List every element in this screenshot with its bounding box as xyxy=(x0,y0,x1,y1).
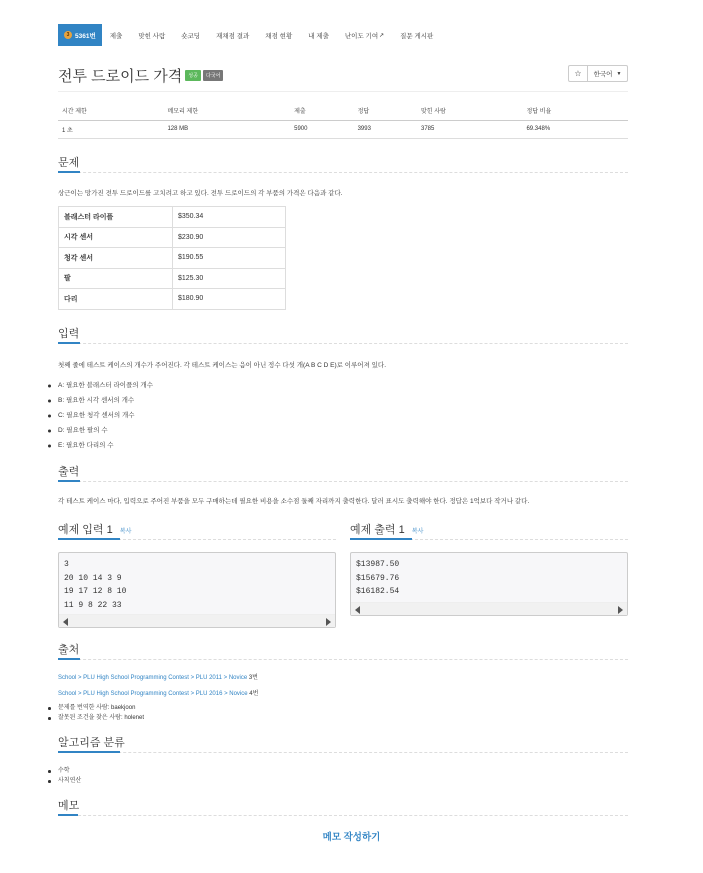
section-divider xyxy=(58,172,628,173)
source-line xyxy=(58,672,258,681)
part-price: $125.30 xyxy=(173,268,286,289)
section-underline xyxy=(58,751,120,753)
scroll-right-icon[interactable] xyxy=(326,618,331,626)
copy-input-button[interactable]: 복사 xyxy=(119,529,132,535)
external-link-icon: ↗ xyxy=(379,32,385,39)
section-title-output: 출력 xyxy=(58,466,80,478)
value-memory-limit: 128 MB xyxy=(163,120,290,138)
value-ratio: 69.348% xyxy=(522,120,628,138)
list-item: B: 필요한 시각 센서의 개수 xyxy=(58,393,153,408)
part-name: 블래스터 라이플 xyxy=(59,207,173,228)
section-underline xyxy=(58,814,78,816)
nav-item-short-coding[interactable]: 숏코딩 xyxy=(181,32,201,40)
nav-item-rejudge[interactable]: 재채점 결과 xyxy=(216,32,250,40)
title-divider xyxy=(58,91,628,92)
table-row xyxy=(59,268,286,289)
credit-user-link[interactable]: baekjoon xyxy=(111,705,136,711)
scroll-left-icon[interactable] xyxy=(63,618,68,626)
value-accepted: 3993 xyxy=(354,120,417,138)
horizontal-scrollbar[interactable] xyxy=(59,614,335,627)
table-row xyxy=(59,227,286,248)
source-link[interactable]: School > PLU High School Programming Contest > PLU 2011 > Novice xyxy=(58,675,248,681)
input-description: 첫째 줄에 테스트 케이스의 개수가 주어진다. 각 테스트 케이스는 음이 아닌 정수 다섯 개(A B C D E)로 이루어져 있다. xyxy=(58,362,387,369)
sample-output-title xyxy=(350,521,423,537)
list-item xyxy=(58,766,81,776)
sample-input-text: 3 20 10 14 3 9 19 17 12 8 10 11 9 8 22 33 xyxy=(64,560,127,610)
list-item: D: 필요한 팔의 수 xyxy=(58,423,153,438)
list-item: A: 필요한 블래스터 라이플의 개수 xyxy=(58,378,153,393)
part-name: 시각 센서 xyxy=(59,227,173,248)
algorithm-tag-link[interactable]: 사칙연산 xyxy=(58,778,82,784)
algorithm-tag-link[interactable]: 수학 xyxy=(58,768,70,774)
sample-number: 1 xyxy=(106,524,113,536)
section-title-algorithm: 알고리즘 분류 xyxy=(58,737,125,749)
list-item xyxy=(58,713,144,723)
parts-price-table xyxy=(58,206,286,310)
sample-input-label: 예제 입력 xyxy=(58,524,104,536)
nav-item-qna[interactable]: 질문 게시판 xyxy=(400,32,434,40)
table-row xyxy=(59,207,286,228)
problem-nav xyxy=(58,24,441,46)
list-item: C: 필요한 청각 센서의 개수 xyxy=(58,408,153,423)
medal-icon: 3 xyxy=(64,31,72,39)
section-divider xyxy=(58,481,628,482)
horizontal-scrollbar[interactable] xyxy=(351,602,627,615)
solved-badge: 성공 xyxy=(185,70,201,81)
sample-input-box[interactable] xyxy=(58,552,336,628)
section-underline xyxy=(58,171,80,173)
header-submissions: 제출 xyxy=(290,102,353,120)
section-underline xyxy=(58,658,80,660)
section-title-input: 입력 xyxy=(58,328,80,340)
list-item xyxy=(58,703,144,713)
list-item: E: 필요한 다리의 수 xyxy=(58,438,153,453)
nav-problem-number: 5361번 xyxy=(75,32,96,40)
title-row xyxy=(58,62,628,88)
credits-list xyxy=(58,703,144,723)
section-underline xyxy=(58,342,80,344)
sample-number: 1 xyxy=(398,524,405,536)
section-underline xyxy=(350,538,412,540)
scroll-left-icon[interactable] xyxy=(355,606,360,614)
output-description: 각 테스트 케이스 마다, 입력으로 주어진 부품을 모두 구매하는데 필요한 비용을 소수점 둘째 자리까지 출력한다. 달러 표시도 출력해야 한다. 정답은 1억보다 작거나 같다. xyxy=(58,498,530,505)
nav-item-status[interactable]: 채점 현황 xyxy=(265,32,293,40)
section-divider xyxy=(58,815,628,816)
nav-item-problem[interactable] xyxy=(58,24,102,46)
scroll-right-icon[interactable] xyxy=(618,606,623,614)
part-price: $350.34 xyxy=(173,207,286,228)
part-name: 팔 xyxy=(59,268,173,289)
section-title-problem: 문제 xyxy=(58,157,80,169)
star-icon[interactable]: ☆ xyxy=(568,65,588,82)
section-underline xyxy=(58,538,120,540)
value-time-limit: 1 초 xyxy=(58,120,163,138)
language-label: 한국어 xyxy=(593,71,613,78)
sample-output-box[interactable] xyxy=(350,552,628,616)
section-divider xyxy=(58,659,628,660)
sample-input-title xyxy=(58,521,131,537)
sample-output-text: $13987.50 $15679.76 $16182.54 xyxy=(356,560,400,596)
header-accepted: 정답 xyxy=(354,102,417,120)
header-memory-limit: 메모리 제한 xyxy=(163,102,290,120)
multilang-badge: 다국어 xyxy=(203,70,224,81)
nav-item-my-submissions[interactable]: 내 제출 xyxy=(308,32,329,40)
part-name: 청각 센서 xyxy=(59,248,173,269)
credit-user-link[interactable]: holenet xyxy=(124,715,144,721)
page-title: 전투 드로이드 가격 xyxy=(58,67,183,85)
header-time-limit: 시간 제한 xyxy=(58,102,163,120)
section-underline xyxy=(58,480,80,482)
nav-item-submit[interactable]: 제출 xyxy=(109,32,123,40)
list-item xyxy=(58,776,81,786)
section-title-source: 출처 xyxy=(58,644,80,656)
value-solvers: 3785 xyxy=(417,120,522,138)
problem-info-table xyxy=(58,102,628,139)
source-suffix: 3번 xyxy=(248,675,258,681)
table-row xyxy=(59,248,286,269)
algorithm-list xyxy=(58,766,81,786)
caret-down-icon: ▼ xyxy=(616,70,622,77)
source-link[interactable]: School > PLU High School Programming Contest > PLU 2016 > Novice xyxy=(58,691,248,697)
copy-output-button[interactable]: 복사 xyxy=(411,529,424,535)
nav-difficulty-label: 난이도 기여 xyxy=(344,32,379,40)
table-row xyxy=(59,289,286,310)
part-price: $230.90 xyxy=(173,227,286,248)
section-divider xyxy=(58,752,628,753)
write-memo-link[interactable]: 메모 작성하기 xyxy=(322,832,381,843)
input-list xyxy=(58,378,153,453)
credit-label: 문제를 번역한 사람: xyxy=(58,705,110,711)
header-solvers: 맞힌 사람 xyxy=(417,102,522,120)
sample-output-label: 예제 출력 xyxy=(350,524,396,536)
problem-description: 상근이는 망가진 전투 드로이드를 고치려고 하고 있다. 전투 드로이드의 각 부품의 가격은 다음과 같다. xyxy=(58,190,343,197)
part-price: $190.55 xyxy=(173,248,286,269)
part-price: $180.90 xyxy=(173,289,286,310)
language-select[interactable] xyxy=(588,65,628,82)
nav-item-solvers[interactable]: 맞힌 사람 xyxy=(138,32,166,40)
source-suffix: 4번 xyxy=(249,691,259,697)
value-submissions: 5900 xyxy=(290,120,353,138)
credit-label: 잘못된 조건을 찾은 사람: xyxy=(58,715,123,721)
section-divider xyxy=(58,343,628,344)
part-name: 다리 xyxy=(59,289,173,310)
source-line xyxy=(58,688,258,697)
header-ratio: 정답 비율 xyxy=(522,102,628,120)
nav-item-difficulty[interactable] xyxy=(337,24,392,46)
title-actions xyxy=(568,65,628,82)
section-title-memo: 메모 xyxy=(58,800,80,812)
